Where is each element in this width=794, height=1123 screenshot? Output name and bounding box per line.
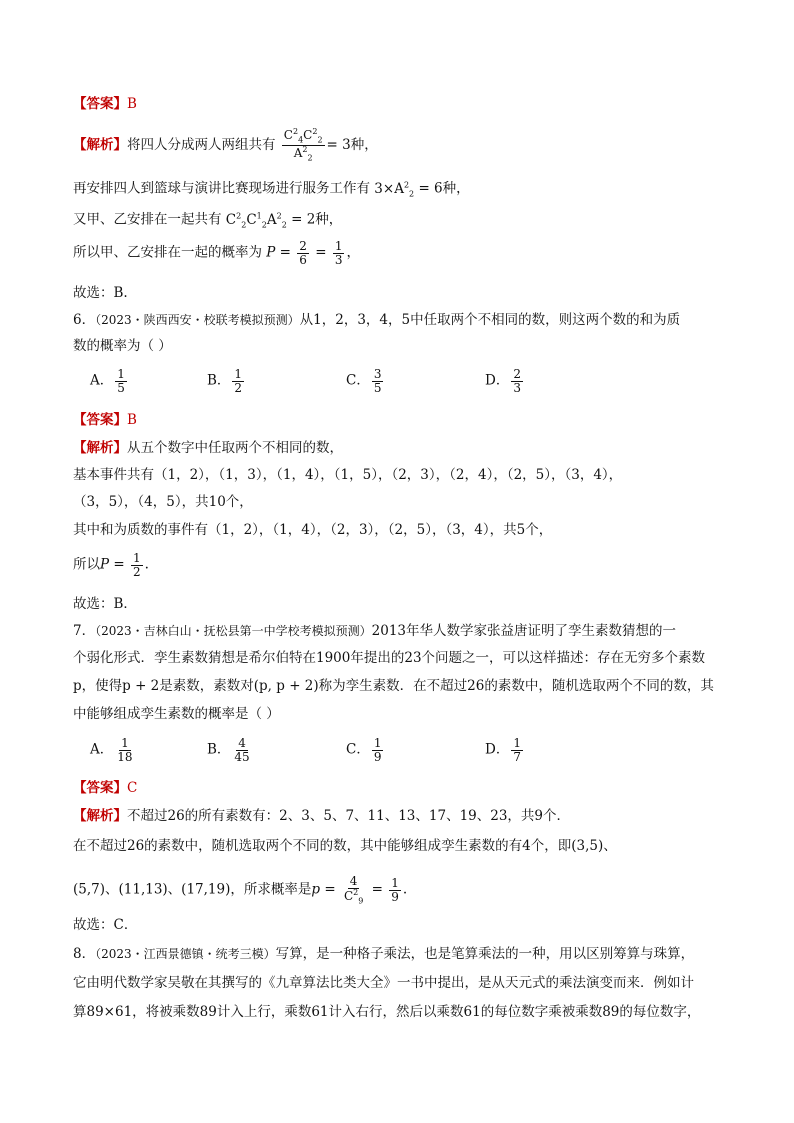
q6-explain-line-1 <box>73 440 343 456</box>
fraction: $\frac{1}{9}$ <box>391 876 399 904</box>
explain-text: = 6种， <box>418 180 470 197</box>
q6-stem-line-2 <box>73 338 172 354</box>
q7-answer-line <box>73 780 137 796</box>
explain-text: = 2种， <box>291 211 343 228</box>
explain-text: 从五个数字中任取两个不相同的数， <box>127 440 343 456</box>
q7-explain-line-2 <box>73 838 617 854</box>
q5-explain-line-1 <box>73 128 378 163</box>
q6-answer-line <box>73 412 137 428</box>
answer-value: C <box>127 780 138 796</box>
question-source: （2023・陕西西安・校联考模拟预测） <box>95 313 300 327</box>
q5-explain-line-4: 所以甲、乙安排在一起的概率为 P = $\frac{2}{6}$ = $\frac{1}{3}$ ， <box>73 239 360 267</box>
question-stem: 从1，2，3，4，5中任取两个不相同的数，则这两个数的和为质 <box>299 312 681 328</box>
q6-choose: 故选：B． <box>73 596 137 612</box>
q6-explain-line-3 <box>73 494 253 510</box>
explain-tag: 【解析】 <box>73 440 127 456</box>
fraction: $\frac{2}{6}$ <box>299 239 307 267</box>
question-source: （2023・吉林白山・抚松县第一中学校考模拟预测） <box>95 624 372 638</box>
q7-option-a: A． $\frac{1}{18}$ <box>90 736 133 764</box>
q5-answer-line <box>73 96 137 112</box>
explain-text: = 3种， <box>326 136 378 153</box>
explain-tag: 【解析】 <box>73 808 127 824</box>
answer-value: B <box>127 96 137 112</box>
q7-stem-line-4 <box>73 706 280 722</box>
answer-value: B <box>127 412 137 428</box>
q6-option-b: B． $\frac{1}{2}$ <box>207 367 243 395</box>
math-expr: $C^2_2C^1_2A^2_2$ <box>225 211 287 230</box>
answer-tag: 【答案】 <box>73 412 127 428</box>
explain-text: 基本事件共有（1，2），（1，3），（1，4），（1，5），（2，3），（2，4），（2，5），（3，4）， <box>73 467 623 483</box>
explain-text: 又甲、乙安排在一起共有 <box>73 211 222 228</box>
fraction: $\frac{4}{C^2_9}$ <box>343 874 364 905</box>
q7-option-c: C． $\frac{1}{9}$ <box>346 736 382 764</box>
q6-explain-line-4 <box>73 522 552 538</box>
question-stem: 中能够组成孪生素数的概率是（ ） <box>73 706 280 722</box>
explain-text: （3，5），（4，5），共10个， <box>73 494 253 510</box>
math-var: P <box>266 244 276 261</box>
explain-text: 不超过26的所有素数有：2、3、5、7、11、13、17、19、23，共9个． <box>127 808 571 824</box>
q7-explain-line-3: (5,7)、(11,13)、(17,19)，所求概率是p = $\frac{4}{C^2_9}$ = $\frac{1}{9}$ . <box>73 874 408 905</box>
q7-choose: 故选：C． <box>73 917 138 933</box>
question-stem: 它由明代数学家吴敬在其撰写的《九章算法比类大全》一书中提出，是从天元式的乘法演变而来．例如计 <box>73 975 694 991</box>
q6-option-c: C． $\frac{3}{5}$ <box>346 367 382 395</box>
answer-tag: 【答案】 <box>73 96 127 112</box>
question-number: 7． <box>73 623 96 639</box>
fraction: $\frac{1}{3}$ <box>334 239 343 267</box>
question-stem: 2013年华人数学家张益唐证明了孪生素数猜想的一 <box>371 623 676 639</box>
q7-option-b: B． $\frac{4}{45}$ <box>207 736 250 764</box>
explain-text: 所以甲、乙安排在一起的概率为 <box>73 244 262 261</box>
q7-option-d: D． $\frac{1}{7}$ <box>485 736 521 764</box>
question-stem: 写算，是一种格子乘法，也是笔算乘法的一种，用以区别筹算与珠算， <box>275 946 695 962</box>
fraction: $\frac{1}{2}$ <box>133 551 141 579</box>
q6-option-a: A． $\frac{1}{5}$ <box>90 367 125 395</box>
q8-stem-line-1 <box>73 946 694 962</box>
q7-stem-line-3 <box>73 678 714 694</box>
question-stem: 个弱化形式．孪生素数猜想是希尔伯特在1900年提出的23个问题之一，可以这样描述：存在无穷多个素数 <box>73 650 706 666</box>
explain-text: 在不超过26的素数中，随机选取两个不同的数，其中能够组成孪生素数的有4个，即(3,5)、 <box>73 838 617 854</box>
q5-choose: 故选：B. <box>73 285 128 301</box>
question-stem: p，使得p + 2是素数，素数对(p, p + 2)称为孪生素数．在不超过26的素数中，随机选取两个不同的数，其 <box>73 678 714 694</box>
answer-tag: 【答案】 <box>73 780 127 796</box>
q6-explain-line-5: 所以P = $\frac{1}{2}$ . <box>73 551 149 579</box>
question-stem: 数的概率为（ ） <box>73 338 172 354</box>
q7-stem-line-1 <box>73 623 676 639</box>
explain-tag: 【解析】 <box>73 136 127 153</box>
question-number: 8． <box>73 946 96 962</box>
q7-stem-line-2 <box>73 650 705 666</box>
q5-explain-line-3 <box>73 211 342 230</box>
q7-explain-line-1 <box>73 808 570 824</box>
q8-stem-line-2 <box>73 975 694 991</box>
q5-explain-line-2 <box>73 180 470 199</box>
question-stem: 算89×61，将被乘数89计入上行，乘数61计入右行，然后以乘数61的每位数字乘被乘数89的每位数字， <box>73 1004 701 1020</box>
math-expr: $3\times A^2_2$ <box>374 180 415 199</box>
question-number: 6． <box>73 312 96 328</box>
combination-fraction: $\frac{C^2_4C^2_2}{A^2_2}$ <box>283 127 323 163</box>
explain-text: 再安排四人到篮球与演讲比赛现场进行服务工作有 <box>73 180 370 197</box>
q6-stem-line-1 <box>73 312 680 328</box>
q6-explain-line-2 <box>73 467 622 483</box>
explain-text: 将四人分成两人两组共有 <box>127 136 276 153</box>
explain-text: 其中和为质数的事件有（1，2），（1，4），（2，3），（2，5），（3，4），共5个， <box>73 522 553 538</box>
question-source: （2023・江西景德镇・统考三模） <box>95 947 276 961</box>
q6-option-d: D． $\frac{2}{3}$ <box>485 367 521 395</box>
q8-stem-line-3 <box>73 1004 700 1020</box>
